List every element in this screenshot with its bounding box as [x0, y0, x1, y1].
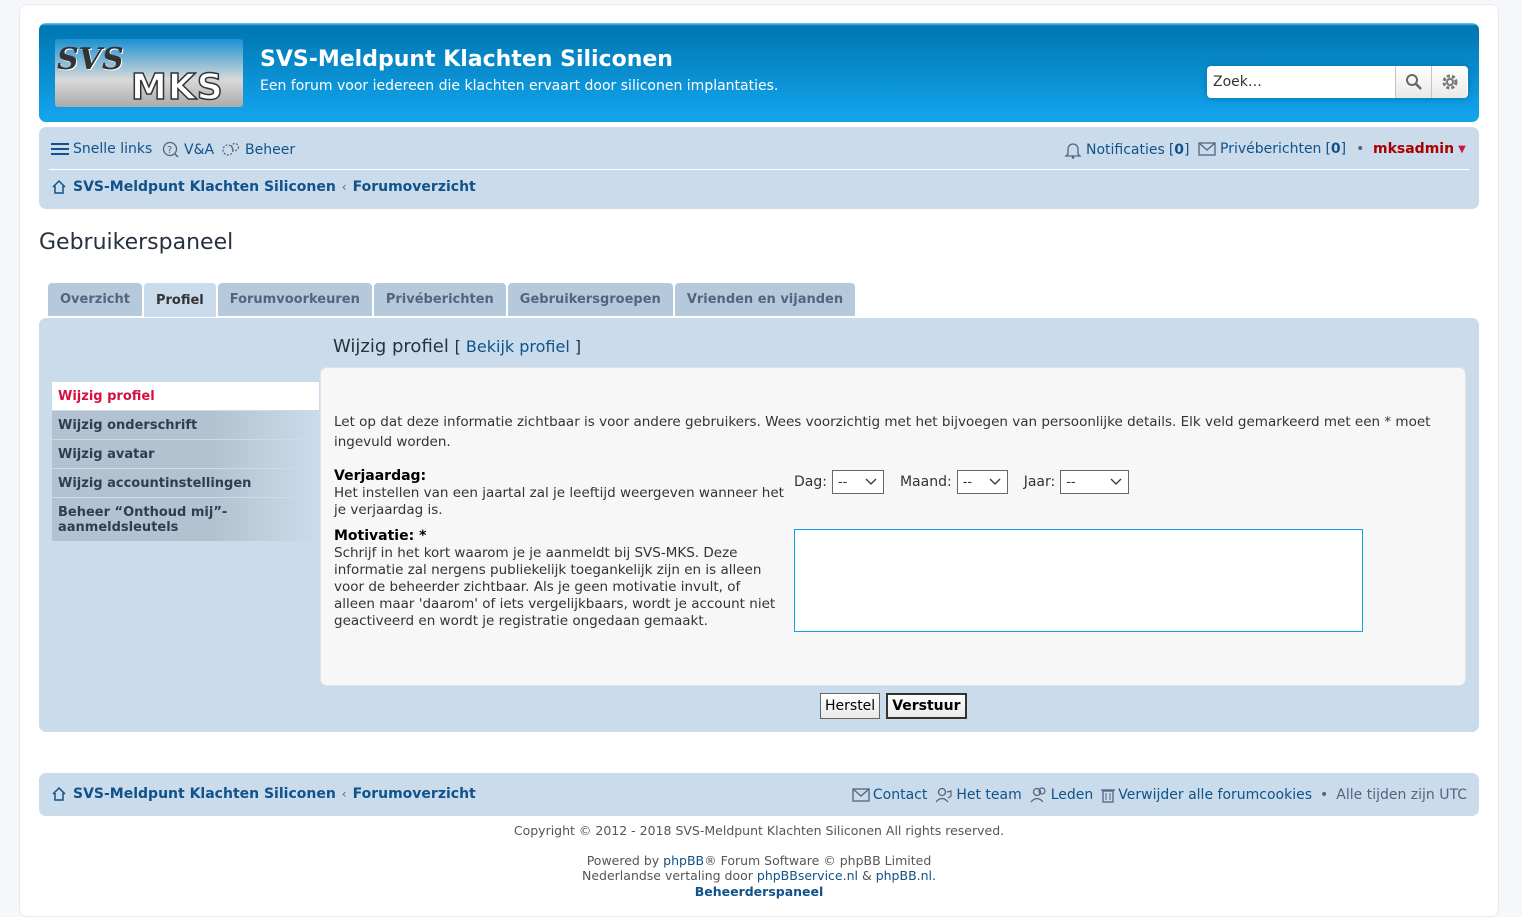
- phpbbservice-link[interactable]: phpBBservice.nl: [756, 868, 858, 883]
- year-select[interactable]: [1060, 470, 1129, 494]
- birthday-explain: Het instellen van een jaartal zal je leeftijd weergeven wanneer het je verjaardag is.: [334, 485, 784, 518]
- acp-label: Beheer: [245, 142, 296, 158]
- search-box: [1207, 66, 1468, 98]
- acp-link[interactable]: [221, 141, 295, 159]
- cogs-icon: [221, 141, 241, 159]
- sidebar-item-edit-profile[interactable]: Wijzig profiel: [52, 382, 319, 411]
- form-buttons: [820, 693, 967, 719]
- powered-by: [0, 853, 1518, 868]
- chevron-down-icon: [1110, 478, 1122, 486]
- site-logo[interactable]: [55, 39, 243, 107]
- faq-link[interactable]: [162, 141, 214, 159]
- username: mksadmin: [1373, 141, 1455, 157]
- day-label: Dag:: [794, 474, 827, 490]
- ampersand: &: [861, 868, 872, 883]
- help-icon: [162, 141, 180, 159]
- motivation-textarea[interactable]: [794, 529, 1363, 632]
- motivation-label: Motivatie: *: [334, 528, 427, 544]
- search-button[interactable]: [1395, 66, 1431, 98]
- sidebar-item-edit-signature[interactable]: Wijzig onderschrift: [52, 411, 319, 440]
- tab-profiel[interactable]: Profiel: [144, 283, 216, 317]
- ucp-panel: [39, 318, 1479, 732]
- phpbbnl-link[interactable]: phpBB.nl.: [875, 868, 936, 883]
- ucp-tabs: [48, 283, 855, 317]
- footer-breadcrumb-forum-index[interactable]: Forumoverzicht: [352, 786, 476, 802]
- team-link[interactable]: [935, 786, 1021, 804]
- logo-svs-mark: SVS: [57, 42, 124, 77]
- trash-icon: [1101, 787, 1115, 803]
- gear-icon: [1441, 73, 1459, 91]
- home-icon: [51, 179, 67, 195]
- breadcrumb-home[interactable]: SVS-Meldpunt Klachten Siliconen: [73, 179, 336, 195]
- pm-count: [0]: [1325, 141, 1347, 157]
- team-label: Het team: [956, 787, 1022, 803]
- sidebar-item-account-settings[interactable]: Wijzig accountinstellingen: [52, 469, 319, 498]
- contact-label: Contact: [872, 787, 928, 803]
- day-select-value: --: [837, 474, 848, 490]
- footer-breadcrumb-home[interactable]: SVS-Meldpunt Klachten Siliconen: [73, 786, 336, 802]
- members-label: Leden: [1050, 787, 1094, 803]
- month-select[interactable]: [957, 470, 1008, 494]
- menu-icon: [51, 142, 69, 156]
- contact-link[interactable]: [852, 787, 927, 803]
- birthday-selects: [794, 470, 1140, 494]
- advanced-search-button[interactable]: [1431, 66, 1467, 98]
- notifications-label: Notificaties: [1086, 142, 1165, 158]
- breadcrumb-forum-index[interactable]: Forumoverzicht: [352, 179, 476, 195]
- timezone-text: Alle tijden zijn UTC: [1336, 787, 1467, 803]
- page-title: Gebruikerspaneel: [39, 230, 234, 255]
- acp-footer-link-row: [0, 884, 1518, 899]
- view-profile-link[interactable]: Bekijk profiel: [465, 337, 570, 356]
- breadcrumb: [51, 179, 476, 195]
- tab-forumvoorkeuren[interactable]: Forumvoorkeuren: [218, 283, 372, 316]
- envelope-icon: [1198, 142, 1216, 156]
- quick-links-label: Snelle links: [73, 141, 153, 157]
- day-select[interactable]: [832, 470, 884, 494]
- form-intro-text: Let op dat deze informatie zichtbaar is voor andere gebruikers. Wees voorzichtig met het bijvoegen van persoonlijke details. Elk veld gemarkeerd met een * moet ingevuld worden.: [334, 414, 1431, 450]
- powered-suffix: ® Forum Software © phpBB Limited: [704, 853, 932, 868]
- chevron-down-icon: [989, 478, 1001, 486]
- navbar-divider: [49, 169, 1469, 170]
- site-description: Een forum voor iedereen die klachten ervaart door siliconen implantaties.: [260, 78, 779, 94]
- pm-label: Privéberichten: [1220, 141, 1322, 157]
- notifications-link[interactable]: [1064, 141, 1190, 159]
- delete-cookies-link[interactable]: [1101, 787, 1312, 803]
- reset-button[interactable]: Herstel: [820, 693, 880, 719]
- copyright-text: Copyright © 2012 - 2018 SVS-Meldpunt Klachten Siliconen All rights reserved.: [513, 823, 1005, 838]
- bell-icon: [1064, 141, 1082, 159]
- year-label: Jaar:: [1023, 474, 1056, 490]
- user-menu[interactable]: [1373, 141, 1466, 157]
- month-label: Maand:: [899, 474, 952, 490]
- sidebar-item-edit-avatar[interactable]: Wijzig avatar: [52, 440, 319, 469]
- bullet-separator: •: [1320, 787, 1329, 803]
- home-icon: [51, 786, 67, 802]
- quick-links-menu[interactable]: [51, 141, 152, 157]
- translation-credit: [0, 868, 1518, 883]
- phpbb-link[interactable]: phpBB: [663, 853, 705, 868]
- shield-user-icon: [935, 786, 953, 804]
- profile-form: [320, 367, 1466, 686]
- private-messages-link[interactable]: [1198, 141, 1370, 157]
- delete-cookies-label: Verwijder alle forumcookies: [1118, 787, 1313, 803]
- month-select-value: --: [962, 474, 973, 490]
- chevron-down-icon: [865, 478, 877, 486]
- svg-text:?: ?: [167, 145, 173, 156]
- breadcrumb-separator: ‹: [341, 180, 347, 194]
- footer-navbar: [39, 773, 1479, 816]
- acp-footer-link[interactable]: Beheerderspaneel: [694, 884, 824, 899]
- powered-prefix: Powered by: [586, 853, 660, 868]
- birthday-label-block: [334, 468, 784, 519]
- year-select-value: --: [1066, 474, 1076, 490]
- ucp-sidebar-menu: [52, 382, 319, 542]
- caret-down-icon: ▼: [1458, 143, 1466, 155]
- members-link[interactable]: [1030, 786, 1094, 804]
- site-header: [39, 23, 1479, 122]
- breadcrumb-separator: ‹: [341, 787, 347, 801]
- footer-breadcrumb: [51, 786, 476, 802]
- tab-vrienden-en-vijanden[interactable]: Vrienden en vijanden: [675, 283, 855, 316]
- motivation-label-block: [334, 528, 779, 630]
- logo-mks-mark: MKS: [131, 67, 224, 107]
- cp-heading: Wijzig profiel [ Bekijk profiel ]: [333, 336, 582, 357]
- users-icon: [1030, 786, 1048, 804]
- envelope-icon: [852, 788, 870, 802]
- cp-heading-title: Wijzig profiel: [333, 336, 449, 357]
- submit-button[interactable]: Verstuur: [886, 693, 966, 719]
- tab-overzicht[interactable]: Overzicht: [48, 283, 142, 316]
- sidebar-item-login-keys[interactable]: Beheer “Onthoud mij”-aanmeldsleutels: [52, 498, 319, 542]
- tab-gebruikersgroepen[interactable]: Gebruikersgroepen: [508, 283, 673, 316]
- tab-priveberichten[interactable]: Privéberichten: [374, 283, 506, 316]
- navbar: [39, 127, 1479, 209]
- footer-links: [852, 786, 1467, 804]
- search-icon: [1405, 73, 1423, 91]
- translation-prefix: Nederlandse vertaling door: [582, 868, 753, 883]
- faq-label: V&A: [184, 142, 215, 158]
- bullet-separator: •: [1356, 141, 1365, 157]
- search-input[interactable]: [1207, 66, 1395, 98]
- site-title: SVS-Meldpunt Klachten Siliconen: [260, 47, 673, 72]
- birthday-label: Verjaardag:: [334, 468, 427, 484]
- motivation-explain: Schrijf in het kort waarom je je aanmeldt bij SVS-MKS. Deze informatie zal nergens publiekelijk toegankelijk zijn en is alleen voor de beheerder zichtbaar. Als je geen motivatie invult, of alleen maar 'daarom' of iets vergelijkbaars, wordt je account niet geactiveerd en wordt je registratie ongedaan gemaakt.: [334, 545, 776, 629]
- notifications-count: [0]: [1168, 142, 1190, 158]
